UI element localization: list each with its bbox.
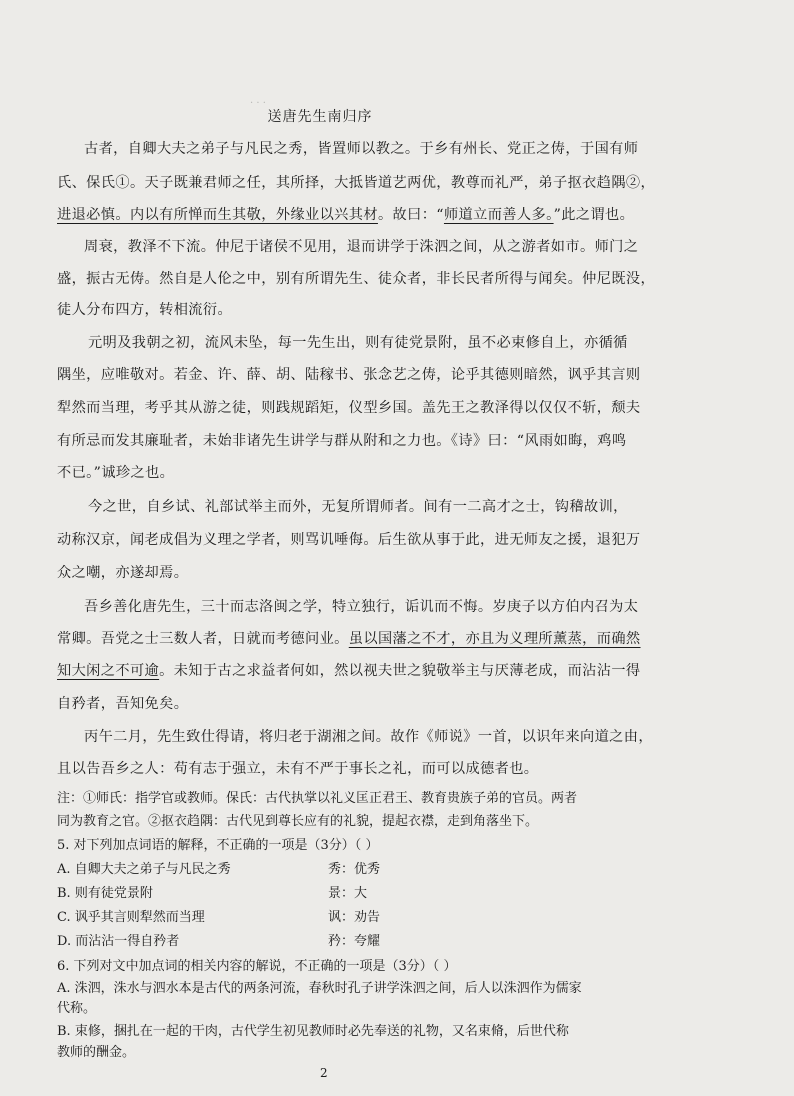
passage-line: 自矜者，吾知免矣。	[57, 696, 189, 712]
bleed-through-text: · · ·	[250, 98, 266, 109]
passage-line: 且以告吾乡之人：苟有志于强立，未有不严于事长之礼，而可以成德者也。	[57, 761, 539, 777]
underlined-sentence: 进退必慎。内以有所惮而生其敬，外缘业以兴其材	[57, 207, 378, 223]
underlined-sentence: 虽以国藩之不才，亦且为义理所薰蒸，而确然	[348, 631, 641, 647]
q5-option-c-explain: 讽：劝告	[328, 910, 381, 925]
passage-line: 今之世，自乡试、礼部试举主而外，无复所谓师者。间有一二高才之士，钩稽故训，	[88, 499, 628, 515]
passage-line: 周衰，教泽不下流。仲尼于诸侯不见用，退而讲学于洙泗之间，从之游者如市。师门之	[84, 239, 639, 255]
passage-line-underlined	[57, 660, 647, 680]
underlined-quote: 师道立而善人多。	[443, 207, 554, 223]
q5-option-a-explain: 秀：优秀	[328, 862, 381, 877]
page-number: 2	[320, 1066, 328, 1080]
passage-text: 。未知于古之求益者何如，然以视夫世之貌敬举主与厌薄老成，而沾沾一得	[159, 663, 641, 679]
question-5-stem: 5. 对下列加点词语的解释，不正确的一项是（3分）（ ）	[57, 838, 379, 853]
passage-line: 犁然而当理，考乎其从游之徒，则践规蹈矩，仪型乡国。盖先王之教泽得以仅仅不斩，颓夫	[57, 400, 641, 416]
passage-line: 吾乡善化唐先生，三十而志洛闽之学，特立独行，诟讥而不悔。岁庚子以方伯内召为太	[84, 599, 639, 615]
passage-line-underlined	[57, 204, 647, 224]
passage-line: 动称汉京，闻老成倡为义理之学者，则骂讥唾侮。后生欲从事于此，进无师友之援，退犯万	[57, 532, 641, 548]
q6-option-a: A. 洙泗，洙水与泗水本是古代的两条河流，春秋时孔子讲学洙泗之间，后人以洙泗作为儒家	[57, 981, 582, 996]
q5-option-c: C. 讽乎其言则犁然而当理	[57, 910, 205, 925]
passage-line: 有所忌而发其廉耻者，未始非诸先生讲学与群从附和之力也。《诗》曰：“风雨如晦，鸡鸣	[57, 433, 627, 449]
q6-option-b-cont: 教师的酬金。	[57, 1045, 136, 1060]
footnote-line: 注：①师氏：指学官或教师。保氏：古代执掌以礼义匡正君王、教育贵族子弟的官员。两者	[57, 791, 578, 806]
q6-option-b: B. 束修，捆扎在一起的干肉，古代学生初见教师时必先奉送的礼物，又名束脩，后世代称	[57, 1024, 569, 1039]
passage-line: 古者，自卿大夫之弟子与凡民之秀，皆置师以教之。于乡有州长、党正之俦，于国有师	[84, 141, 639, 157]
passage-line: 元明及我朝之初，流风未坠，每一先生出，则有徒党景附，虽不必束修自上，亦循循	[88, 335, 628, 351]
q5-option-b: B. 则有徒党景附	[57, 886, 153, 901]
passage-text: ”此之谓也。	[553, 207, 635, 223]
passage-line: 氏、保氏①。天子既兼君师之任，其所择，大抵皆道艺两优，教尊而礼严，弟子抠衣趋隅②，	[57, 175, 656, 191]
passage-line: 不已。”诚珍之也。	[57, 465, 175, 481]
passage-line: 众之嘲，亦遂却焉。	[57, 565, 189, 581]
question-6-stem: 6. 下列对文中加点词的相关内容的解说，不正确的一项是（3分）（ ）	[57, 959, 457, 974]
q6-option-a-cont: 代称。	[57, 1001, 97, 1016]
q5-option-b-explain: 景：大	[328, 886, 368, 901]
passage-line: 徒人分布四方，转相流衍。	[57, 302, 233, 318]
underlined-sentence: 知大闲之不可逾	[57, 663, 160, 679]
passage-line: 丙午二月，先生致仕得请，将归老于湖湘之间。故作《师说》一首，以识年来向道之由，	[84, 729, 653, 745]
q5-option-d: D. 而沾沾一得自矜者	[57, 934, 180, 949]
passage-text: 常卿。吾党之士三数人者，日就而考德问业。	[57, 631, 349, 647]
passage-text: 。故曰：“	[377, 207, 444, 223]
q5-option-a: A. 自卿大夫之弟子与凡民之秀	[57, 862, 231, 877]
passage-title: 送唐先生南归序	[267, 109, 373, 125]
passage-line: 盛，振古无俦。然自是人伦之中，别有所谓先生、徒众者，非长民者所得与闻矣。仲尼既没，	[57, 271, 656, 287]
footnote-line: 同为教育之官。②抠衣趋隅：古代见到尊长应有的礼貌，提起衣襟，走到角落坐下。	[57, 814, 539, 829]
q5-option-d-explain: 矜：夸耀	[328, 934, 381, 949]
passage-line-underlined	[57, 628, 647, 648]
passage-line: 隅坐，应唯敬对。若金、许、薛、胡、陆稼书、张念艺之俦，论乎其德则暗然，讽乎其言则	[57, 367, 641, 383]
